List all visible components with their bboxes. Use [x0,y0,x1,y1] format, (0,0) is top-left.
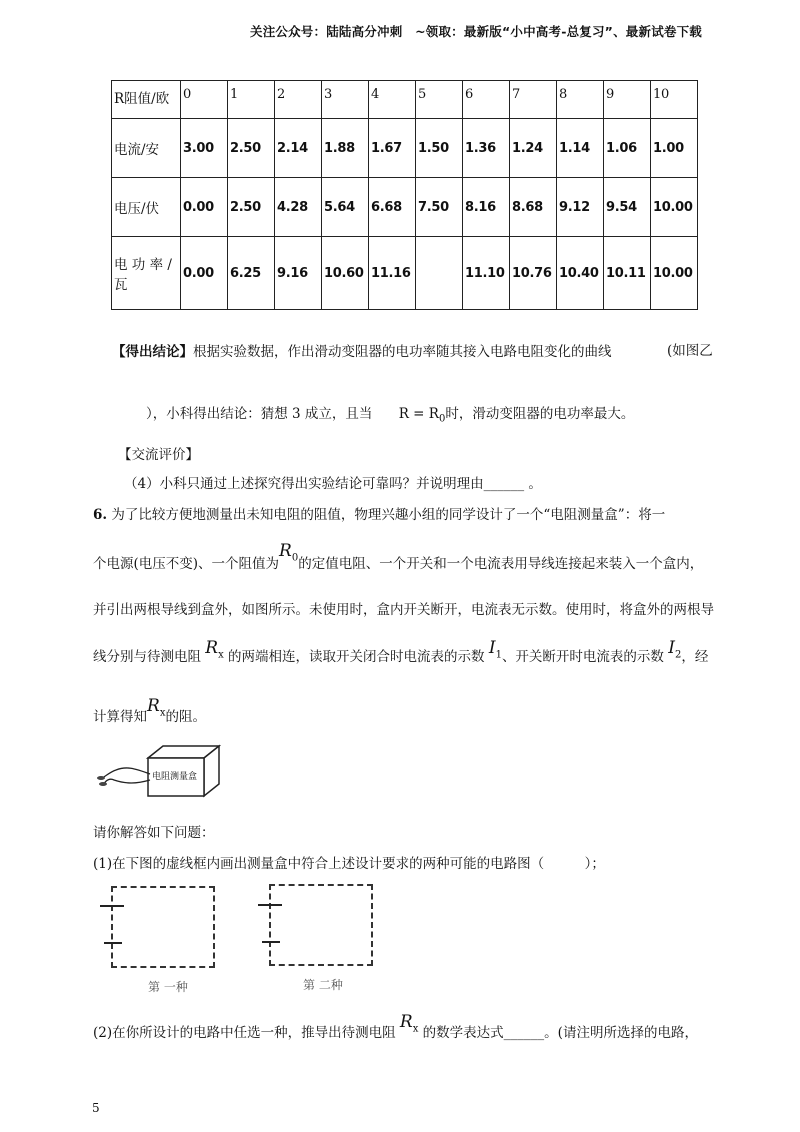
table-cell [416,237,463,310]
conclusion-text: 根据实验数据，作出滑动变阻器的电功率随其接入电路电阻变化的曲线 [193,344,612,360]
question-6-line4: 线分别与待测电阻 $R_x$ 的两端相连，读取开关闭合时电流表的示数 $I_1$、开关断开时电流表的示数 $I_2$，经 [93,638,709,665]
table-cell: 8.68 [510,178,557,237]
table-cell: 2.50 [228,178,275,237]
conclusion-line1 [112,340,612,360]
question-6-line1: 6. 为了比较方便地测量出未知电阻的阻值，物理兴趣小组的同学设计了一个“电阻测量盒”：将一 [93,507,666,523]
table-cell: 6.68 [369,178,416,237]
table-cell: 1 [228,81,275,119]
table-cell: 2 [275,81,322,119]
sub-question-1: (1)在下图的虚线框内画出测量盒中符合上述设计要求的两种可能的电路图（ ）； [93,856,605,872]
battery-terminal [104,942,122,944]
row-label: 电流/安 [112,119,181,178]
table-cell: 1.00 [651,119,698,178]
table-cell: 10.40 [557,237,604,310]
symbol-i2: $I_2$ [668,638,682,661]
row-label-line1: 电 功 率 / [114,257,172,273]
table-cell: 10.00 [651,178,698,237]
table-cell: 1.50 [416,119,463,178]
table-cell: 3.00 [181,119,228,178]
table-cell: 11.10 [463,237,510,310]
table-cell: 7 [510,81,557,119]
conclusion-tag: 【得出结论】 [112,344,193,360]
evaluation-tag: 【交流评价】 [118,447,199,463]
table-row [112,119,698,178]
table-cell: 1.36 [463,119,510,178]
circuit-frame-1 [111,886,215,968]
table-cell: 7.50 [416,178,463,237]
symbol-r0: $R_0$ [279,541,299,564]
battery-terminal [258,904,282,906]
circuit-frame-2 [269,884,373,966]
table-cell: 0.00 [181,178,228,237]
sub-question-2: (2)在你所设计的电路中任选一种，推导出待测电阻 $R_x$ 的数学表达式______。(请注明所选择的电路， [93,1012,698,1041]
question-4: （4）小科只通过上述探究得出实验结论可靠吗？并说明理由______ 。 [124,476,542,492]
table-cell: 6.25 [228,237,275,310]
table-cell: 8.16 [463,178,510,237]
table-cell: 3 [322,81,369,119]
row-label [112,237,181,310]
table-cell: 10.76 [510,237,557,310]
row-label: R阻值/欧 [112,81,181,119]
symbol-rx: $R_x$ [205,638,224,661]
question-prompt: 请你解答如下问题： [93,825,215,841]
table-cell: 1.24 [510,119,557,178]
table-cell: 2.14 [275,119,322,178]
row-label: 电压/伏 [112,178,181,237]
circuit-caption-2: 第 二种 [303,978,343,992]
page-number: 5 [92,1101,100,1115]
circuit-caption-1: 第 一种 [148,980,188,994]
conclusion-line2: ），小科得出结论：猜想 3 成立，且当 $R = R_0$时，滑动变阻器的电功率最大。 [146,406,635,425]
table-cell: 10.00 [651,237,698,310]
table-cell: 1.88 [322,119,369,178]
question-6-line2: 个电源(电压不变)、一个阻值为$R_0$的定值电阻、一个开关和一个电流表用导线连接起来装入一个盒内， [93,541,704,572]
box-label: 电阻测量盒 [152,772,198,782]
table-cell: 5 [416,81,463,119]
table-cell: 9 [604,81,651,119]
symbol-rx: $R_x$ [147,696,166,719]
table-cell: 2.50 [228,119,275,178]
battery-terminal [100,905,124,907]
table-cell: 8 [557,81,604,119]
question-6-line5: 计算得知$R_x$的阻。 [93,696,206,725]
table-cell: 1.67 [369,119,416,178]
table-cell: 0 [181,81,228,119]
question-6-line3: 并引出两根导线到盒外，如图所示。未使用时，盒内开关断开，电流表无示数。使用时，将盒外的两根导 [93,602,714,618]
conclusion-ref: (如图乙 [667,343,713,359]
question-number: 6. [93,507,108,523]
row-label-line2: 瓦 [114,277,128,293]
table-cell: 9.16 [275,237,322,310]
symbol-rx: $R_x$ [399,1012,419,1035]
experiment-data-table [111,80,698,310]
symbol-i1: $I_1$ [488,638,502,661]
table-cell: 11.16 [369,237,416,310]
table-cell: 0.00 [181,237,228,310]
table-cell: 9.54 [604,178,651,237]
table-cell: 4 [369,81,416,119]
table-cell: 1.14 [557,119,604,178]
table-cell: 10.11 [604,237,651,310]
table-cell: 10 [651,81,698,119]
table-cell: 4.28 [275,178,322,237]
table-cell: 9.12 [557,178,604,237]
table-row [112,237,698,310]
table-cell: 6 [463,81,510,119]
table-cell: 10.60 [322,237,369,310]
condition-equation: $R = R_0$ [398,406,446,425]
table-cell: 5.64 [322,178,369,237]
table-row [112,178,698,237]
battery-terminal [262,941,280,943]
table-cell: 1.06 [604,119,651,178]
table-row [112,81,698,119]
page-header: 关注公众号：陆陆高分冲刺 ~领取：最新版“小中高考-总复习”、最新试卷下载 [250,24,702,39]
